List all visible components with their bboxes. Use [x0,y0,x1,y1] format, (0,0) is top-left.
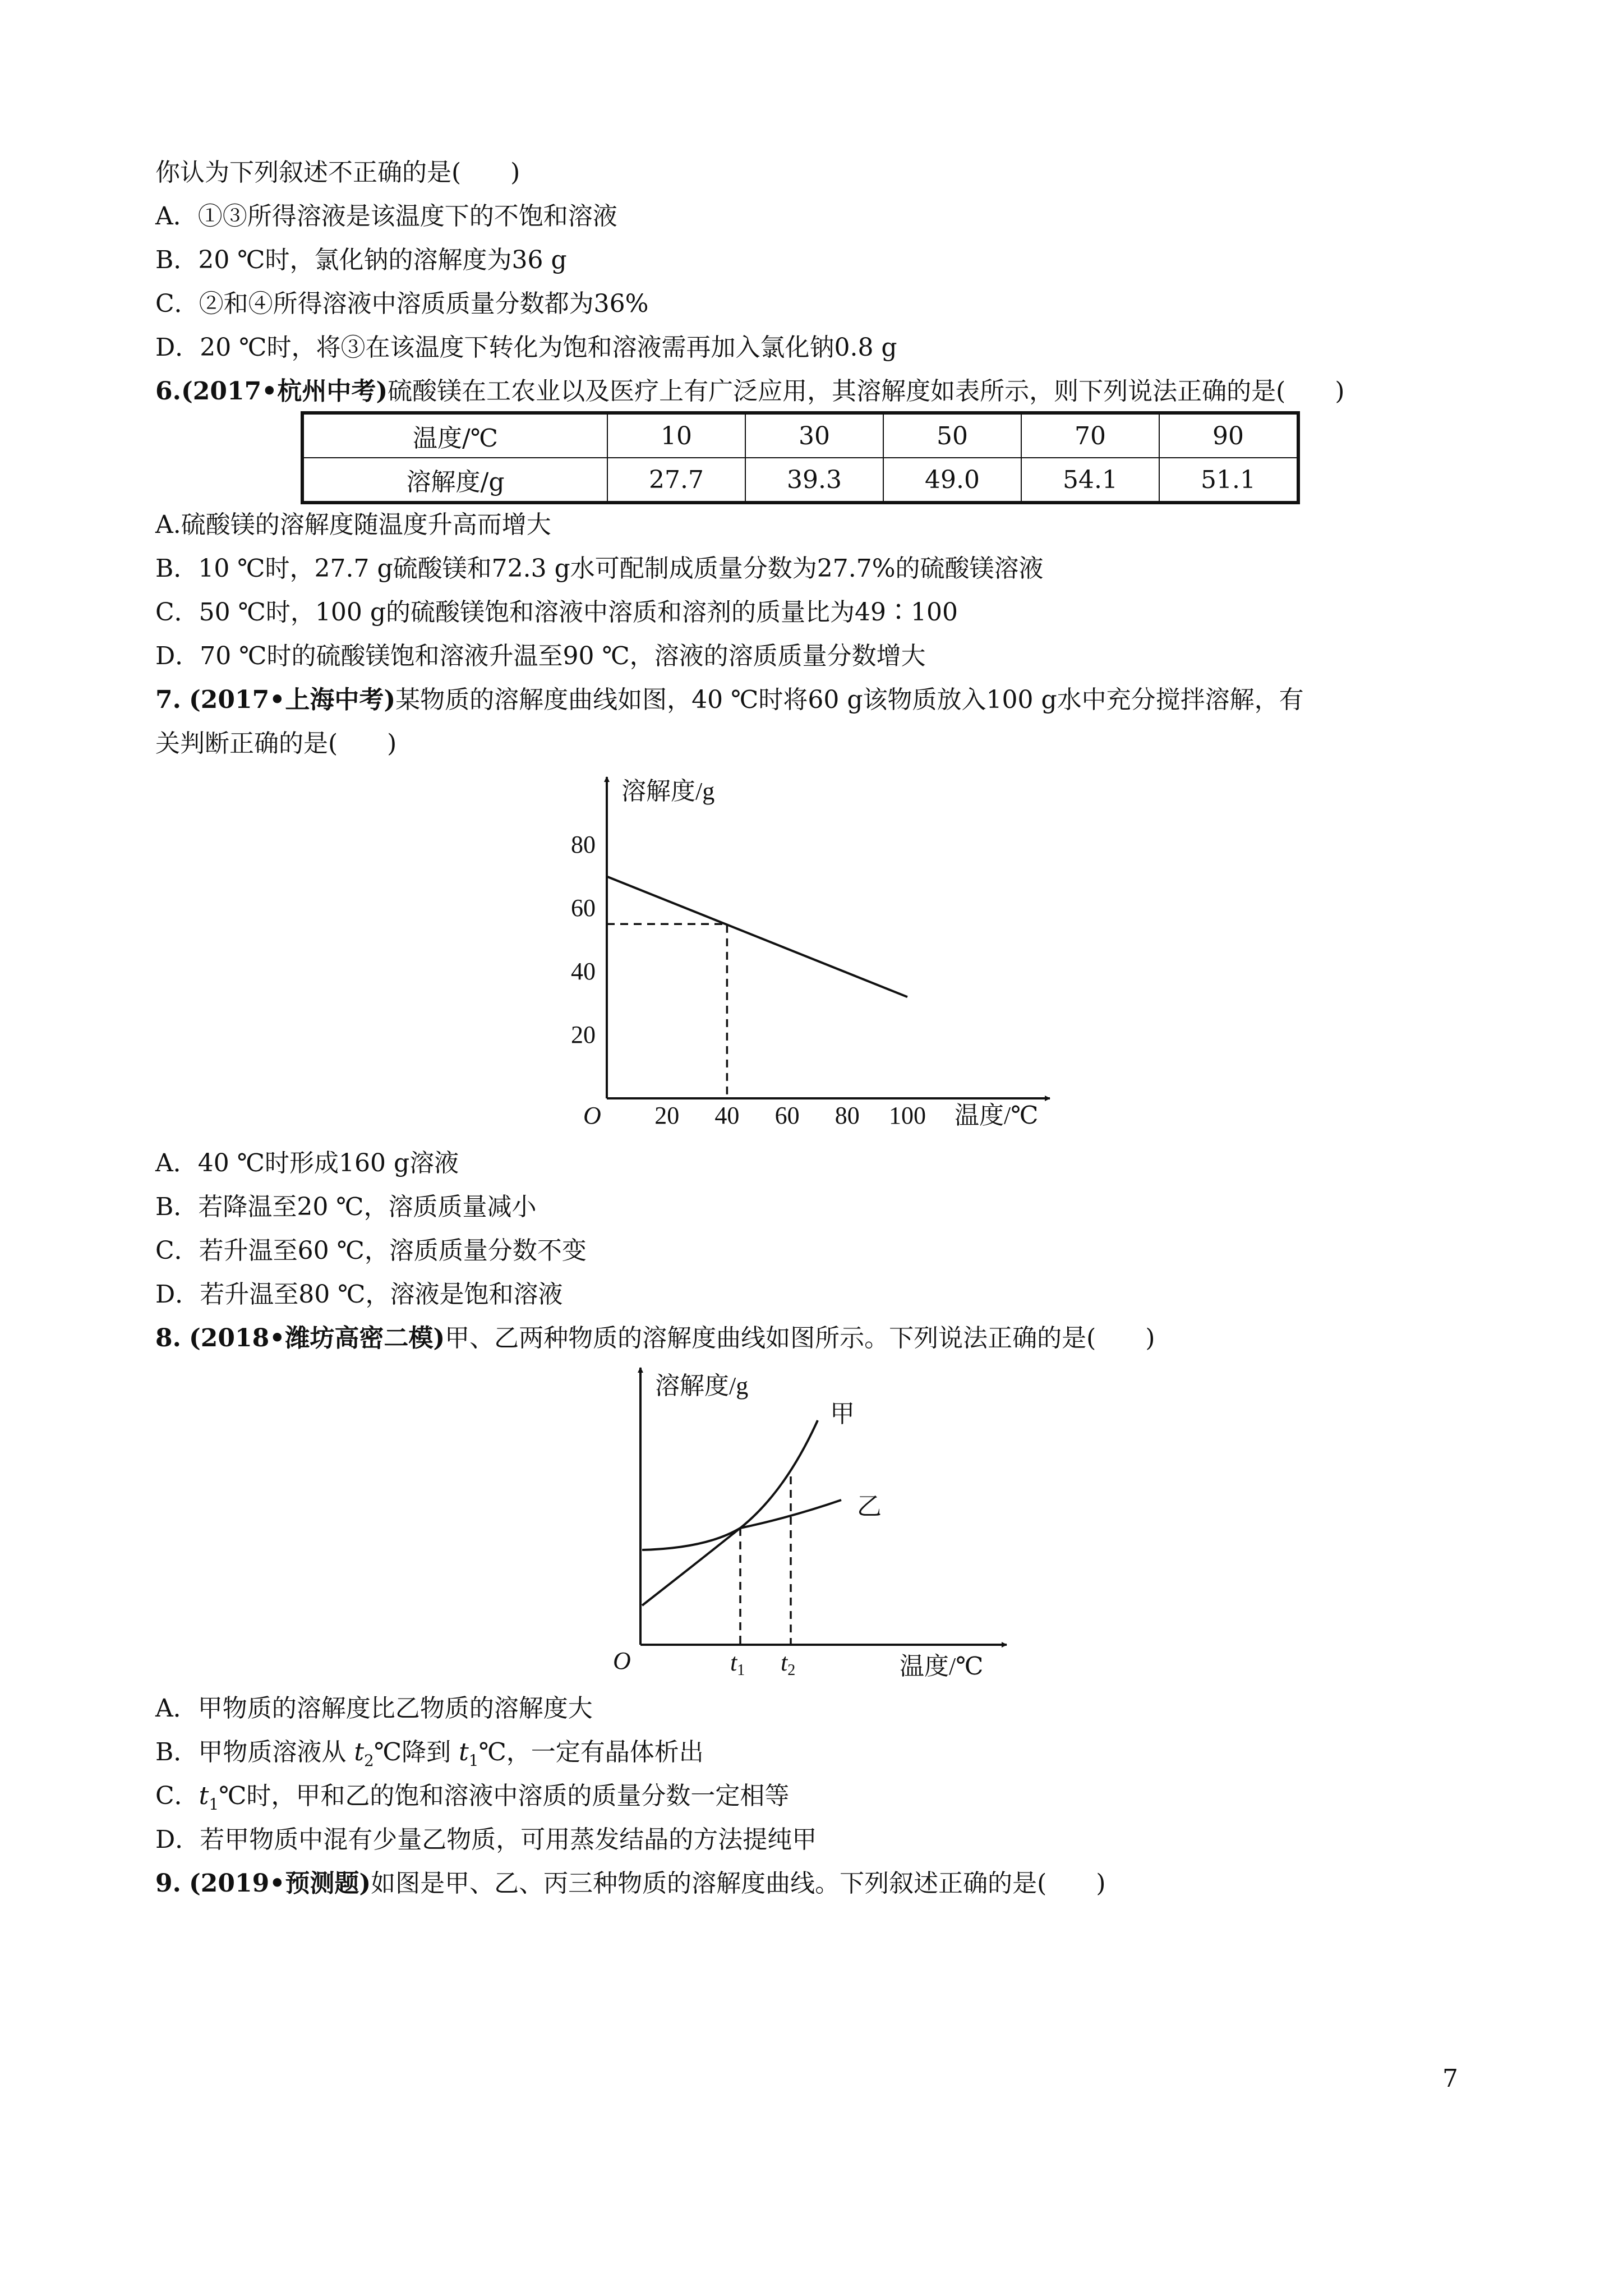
q9-source: (2019•预测题) [188,1869,371,1898]
table-header-temperature: 温度/℃ [302,413,607,458]
table-cell: 27.7 [607,458,745,503]
q8-option-a: A．甲物质的溶解度比乙物质的溶解度大 [155,1694,593,1723]
table-cell: 50 [883,413,1021,458]
q7-origin: O [583,1102,601,1129]
q7-x-label: 温度/℃ [955,1102,1039,1129]
q7-stem: 某物质的溶解度曲线如图，40 ℃时将60 g该物质放入100 g水中充分搅拌溶解，有 [395,685,1304,714]
q7-curve [607,877,907,997]
q7-y-tick-label: 20 [571,1021,596,1048]
q7-x-tick-label: 80 [834,1102,860,1129]
q7-y-tick-label: 80 [571,831,596,858]
q6-option-a: A.硫酸镁的溶解度随温度升高而增大 [155,510,551,539]
q6-option-d: D．70 ℃时的硫酸镁饱和溶液升温至90 ℃，溶液的溶质质量分数增大 [155,642,926,670]
q7-y-tick-label: 60 [571,894,596,922]
q9-heading [155,1868,1106,1899]
q6-source: (2017•杭州中考) [181,377,388,406]
table-cell: 70 [1021,413,1159,458]
q8-option-b-post: ℃，一定有晶体析出 [478,1738,704,1766]
table-cell: 10 [607,413,745,458]
q8-series-yi-label: 乙 [857,1493,882,1520]
q6-option-c: C．50 ℃时，100 g的硫酸镁饱和溶液中溶质和溶剂的质量比为49∶100 [155,598,958,627]
q8-option-c-pre: C． [155,1782,199,1810]
table-row-solubility [302,458,1298,503]
q6-number: 6. [155,377,181,406]
q8-option-c-t1: t [199,1782,209,1810]
q7-number: 7. [155,685,181,714]
q8-option-b-pre: B．甲物质溶液从 [155,1738,354,1766]
q8-source: (2018•潍坊高密二模) [188,1324,445,1352]
q7-x-tick-label: 20 [654,1102,680,1129]
q7-x-tick-label: 60 [774,1102,800,1129]
q5-option-d: D．20 ℃时，将③在该温度下转化为饱和溶液需再加入氯化钠0.8 g [155,333,897,362]
page-number: 7 [1442,2064,1458,2093]
q7-option-c: C．若升温至60 ℃，溶质质量分数不变 [155,1236,587,1265]
q8-t1-label: t1 [730,1649,745,1679]
q7-option-a: A．40 ℃时形成160 g溶液 [155,1149,459,1177]
q8-option-b-t1: t [459,1738,469,1766]
q8-curve-jia [642,1420,818,1605]
q5-stem: 你认为下列叙述不正确的是( ) [155,158,520,187]
q8-option-b-t2: t [354,1738,365,1766]
q8-heading [155,1323,1155,1354]
q8-option-b-t2-sub: 2 [364,1751,374,1770]
q8-t2-label: t2 [781,1649,796,1679]
q7-option-b: B．若降温至20 ℃，溶质质量减小 [155,1193,537,1221]
q7-guide-dashed [607,924,727,1098]
q5-option-c: C．②和④所得溶液中溶质质量分数都为36% [155,289,649,318]
q6-option-b: B．10 ℃时，27.7 g硫酸镁和72.3 g水可配制成质量分数为27.7%的硫酸镁溶液 [155,554,1044,583]
q7-y-tick-label: 40 [571,958,596,985]
q5-option-b: B．20 ℃时，氯化钠的溶解度为36 g [155,246,567,274]
q8-option-b-mid: ℃降到 [374,1738,459,1766]
q8-option-c-post: ℃时，甲和乙的饱和溶液中溶质的质量分数一定相等 [219,1782,790,1810]
table-cell: 54.1 [1021,458,1159,503]
q7-heading [155,684,1304,716]
q8-stem: 甲、乙两种物质的溶解度曲线如图所示。下列说法正确的是( ) [445,1324,1155,1352]
table-cell: 49.0 [883,458,1021,503]
q9-number: 9. [155,1869,181,1898]
q7-source: (2017•上海中考) [188,685,396,714]
q8-series-jia-label: 甲 [830,1400,855,1428]
q5-option-a: A．①③所得溶液是该温度下的不饱和溶液 [155,202,617,231]
q7-x-tick-label: 40 [714,1102,740,1129]
solubility-table [301,411,1300,504]
q8-x-label: 温度/℃ [900,1653,984,1680]
table-cell: 39.3 [745,458,883,503]
table-header-solubility: 溶解度/g [302,458,607,503]
q6-heading [155,376,1345,407]
q6-stem: 硫酸镁在工农业以及医疗上有广泛应用，其溶解度如表所示，则下列说法正确的是( ) [388,377,1345,406]
q8-curve-yi [642,1500,841,1550]
table-cell: 51.1 [1159,458,1298,503]
q8-option-c-t1-sub: 1 [209,1795,219,1814]
q8-option-b-t1-sub: 1 [468,1751,479,1770]
q8-origin: O [613,1647,631,1674]
q8-option-d: D．若甲物质中混有少量乙物质，可用蒸发结晶的方法提纯甲 [155,1825,817,1854]
table-row-temperature [302,413,1298,458]
q9-stem: 如图是甲、乙、丙三种物质的溶解度曲线。下列叙述正确的是( ) [371,1869,1106,1898]
q7-tick-labels [571,831,926,1129]
table-cell: 30 [745,413,883,458]
q7-option-d: D．若升温至80 ℃，溶液是饱和溶液 [155,1280,563,1309]
q7-stem-cont: 关判断正确的是( ) [155,729,397,758]
q8-option-c [155,1780,789,1820]
q8-number: 8. [155,1324,181,1352]
table-cell: 90 [1159,413,1298,458]
q8-option-b [155,1737,704,1777]
q7-y-label: 溶解度/g [621,777,715,805]
q7-x-tick-label: 100 [889,1102,926,1129]
q8-y-label: 溶解度/g [655,1372,749,1400]
